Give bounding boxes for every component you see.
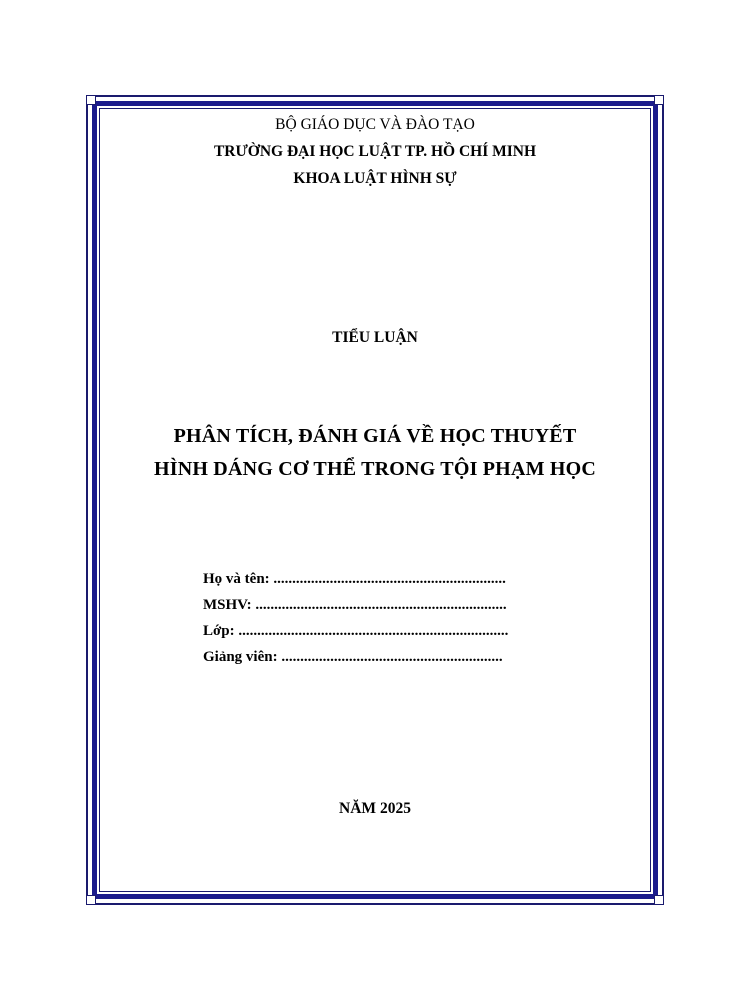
info-label-student-id: MSHV: bbox=[203, 597, 252, 613]
university-name: TRƯỜNG ĐẠI HỌC LUẬT TP. HỒ CHÍ MINH bbox=[213, 143, 537, 160]
ministry-name: BỘ GIÁO DỤC VÀ ĐÀO TẠO bbox=[275, 116, 475, 133]
document-type: TIỂU LUẬN bbox=[332, 329, 418, 346]
border-corner-top-right bbox=[654, 95, 664, 105]
year-label: NĂM 2025 bbox=[339, 800, 411, 817]
info-value-name: .............................................................. bbox=[269, 571, 506, 587]
border-corner-top-left bbox=[86, 95, 96, 105]
title-line-2: HÌNH DÁNG CƠ THỂ TRONG TỘI PHẠM HỌC bbox=[153, 458, 597, 480]
page-border-inner bbox=[99, 108, 651, 892]
info-row-lecturer bbox=[203, 649, 533, 666]
title-line-1: PHÂN TÍCH, ĐÁNH GIÁ VỀ HỌC THUYẾT bbox=[173, 425, 577, 447]
info-row-name bbox=[203, 571, 533, 588]
info-label-name: Họ và tên: bbox=[203, 571, 270, 587]
info-label-class: Lớp: bbox=[203, 623, 235, 639]
info-value-student-id: ................................................................... bbox=[251, 597, 507, 613]
info-row-class bbox=[203, 623, 533, 640]
border-corner-bottom-left bbox=[86, 895, 96, 905]
info-row-student-id bbox=[203, 597, 533, 614]
border-corner-bottom-right bbox=[654, 895, 664, 905]
faculty-name: KHOA LUẬT HÌNH SỰ bbox=[293, 170, 457, 187]
info-value-class: ........................................................................ bbox=[234, 623, 509, 639]
info-value-lecturer: ........................................................... bbox=[277, 649, 503, 665]
info-label-lecturer: Giảng viên: bbox=[203, 649, 278, 665]
